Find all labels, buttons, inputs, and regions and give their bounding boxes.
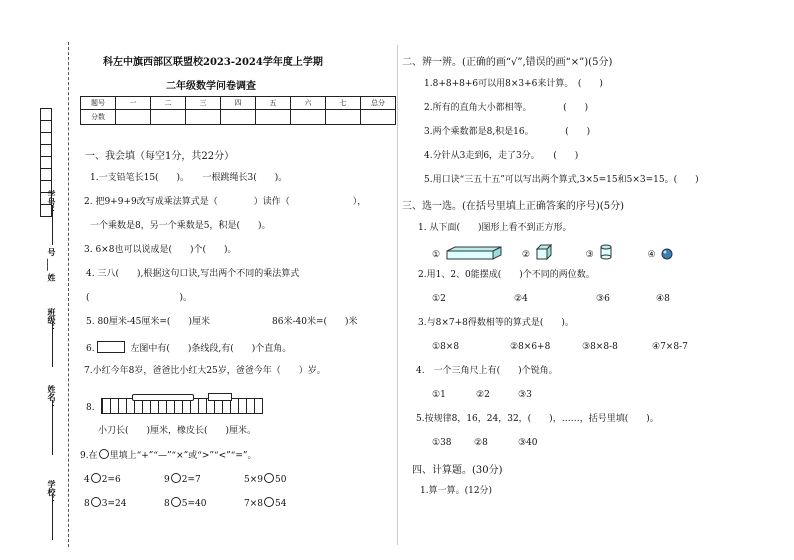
judge-item-5: 5.用口诀“三五十五”可以写出两个算式,3×5=15和5×3=15。( ) — [424, 175, 699, 185]
score-cell: 一 — [116, 97, 151, 110]
question-1-9 — [80, 449, 257, 462]
section2-title: 二、辨一辨。(正确的画“√”,错误的画“×”)(5分) — [402, 57, 613, 68]
q9-row-2 — [84, 497, 324, 510]
score-input[interactable] — [326, 110, 361, 125]
circle-blank-icon[interactable] — [91, 497, 101, 507]
choice-q3: 3.与8×7+8得数相等的算式是( )。 — [418, 318, 574, 328]
ruler-figure-icon — [101, 398, 263, 414]
option-label: ①38 — [432, 438, 452, 448]
judge-item-1: 1.8+8+8+6可以用8×3+6来计算。 ( ) — [424, 79, 603, 89]
score-cell: 七 — [326, 97, 361, 110]
score-input[interactable] — [151, 110, 186, 125]
name-seat-label: 号 ___ 姓 — [47, 248, 57, 282]
section1-title: 一、我会填（每空1分，共22分） — [85, 151, 235, 162]
score-cell: 总分 — [361, 97, 396, 110]
option-label: ②4 — [514, 294, 528, 304]
question-text: 里填上“+”“—”“×”或“>”“<”“=”。 — [109, 451, 257, 461]
judge-item-3: 3.两个乘数都是8,积是16。 ( ) — [424, 127, 591, 137]
choice-q1: 1. 从下面( )图形上看不到正方形。 — [418, 223, 572, 233]
option-label: ②2 — [476, 390, 490, 400]
knife-icon — [132, 394, 194, 401]
score-input[interactable] — [186, 110, 221, 125]
choice-q2-options — [432, 293, 670, 305]
choice-q3-options — [432, 341, 688, 353]
q9-item: 9 2=7 — [164, 475, 201, 485]
question-1-1: 1.一支铅笔长15( )。 一根跳绳长3( )。 — [90, 173, 288, 183]
score-input[interactable] — [256, 110, 291, 125]
choice-q5-options — [432, 437, 538, 449]
score-cell: 四 — [221, 97, 256, 110]
score-cell: 六 — [291, 97, 326, 110]
school-label: 学校： — [47, 480, 57, 504]
student-no-label: 学号： — [47, 190, 57, 214]
class-line[interactable] — [52, 322, 53, 367]
score-cell: 五 — [256, 97, 291, 110]
section3-title: 三、选一选。(在括号里填上正确答案的序号)(5分) — [402, 201, 624, 212]
q9-item: 8 5=40 — [164, 499, 207, 509]
score-input[interactable] — [361, 110, 396, 125]
question-1-6 — [86, 341, 291, 355]
option-label: ④8 — [656, 294, 670, 304]
choice-q1-options — [432, 244, 676, 261]
score-cell: 二 — [151, 97, 186, 110]
score-cell: 三 — [186, 97, 221, 110]
question-text: 9.在 — [80, 451, 98, 461]
score-cell: 题号 — [81, 97, 116, 110]
option-label: ③3 — [518, 390, 532, 400]
q9-item: 7×8 54 — [244, 499, 287, 509]
question-1-3: 3. 6×8也可以说成是( )个( )。 — [84, 245, 237, 255]
question-1-5a: 5. 80厘米-45厘米=( )厘米 — [86, 317, 210, 327]
question-1-8 — [86, 398, 263, 414]
school-header: 科左中旗西部区联盟校2023-2024学年度上学期 — [103, 57, 323, 68]
school-line[interactable] — [52, 495, 53, 540]
circle-blank-icon[interactable] — [171, 497, 181, 507]
choice-q2: 2.用1、2、0能摆成( )个不同的两位数。 — [418, 270, 595, 280]
question-1-2: 2. 把9+9+9改写成乘法算式是（ ）读作（ ）， — [84, 197, 367, 207]
option-label: ③6 — [596, 294, 610, 304]
judge-item-4: 4.分针从3走到6，走了3分。 ( ) — [424, 151, 579, 161]
rectangle-figure-icon — [97, 341, 125, 353]
question-1-4b: ( )。 — [86, 293, 193, 303]
score-input[interactable] — [291, 110, 326, 125]
circle-blank-icon[interactable] — [264, 473, 274, 483]
column-divider — [397, 45, 398, 545]
q9-item: 5×9 50 — [244, 475, 287, 485]
option-label: ①8×8 — [432, 342, 460, 352]
question-1-2b: 一个乘数是8，另一个乘数是5，积是( )。 — [90, 221, 271, 231]
cube-icon — [536, 244, 552, 260]
cuboid-icon — [446, 246, 502, 260]
circle-blank-icon[interactable] — [91, 473, 101, 483]
question-1-7: 7.小红今年8岁，爸爸比小红大25岁，爸爸今年（ ）岁。 — [84, 366, 326, 376]
option-label: ①2 — [432, 294, 446, 304]
question-text: 左图中有( )条线段,有( )个直角。 — [130, 344, 292, 354]
option-label: ②8 — [474, 438, 488, 448]
option-label: ④7×8-7 — [652, 342, 688, 352]
option-label: ②8×6+8 — [510, 342, 551, 352]
choice-q4-options — [432, 389, 532, 401]
eraser-icon — [208, 393, 232, 401]
cut-line — [68, 42, 69, 547]
circle-blank-icon — [99, 449, 109, 459]
score-cell: 分数 — [81, 110, 116, 125]
circle-blank-icon[interactable] — [264, 497, 274, 507]
question-number: 6. — [86, 344, 95, 354]
option-label: ③8×8-8 — [582, 342, 618, 352]
question-1-4: 4. 三八( ),根据这句口诀,写出两个不同的乘法算式 — [86, 269, 300, 279]
question-number: 8. — [86, 403, 95, 413]
option-label: ① — [432, 250, 441, 260]
option-label: ③40 — [518, 438, 538, 448]
page-title: 二年级数学问卷调查 — [166, 81, 256, 92]
option-label: ② — [521, 250, 530, 260]
score-table — [80, 96, 396, 125]
cylinder-icon — [600, 244, 612, 260]
option-label: ③ — [585, 250, 594, 260]
option-label: ①1 — [432, 390, 446, 400]
name-line[interactable] — [52, 400, 53, 455]
question-1-8b: 小刀长( )厘米，橡皮长( )厘米。 — [98, 426, 257, 436]
q9-row-1 — [84, 473, 324, 486]
q9-item: 8 3=24 — [84, 499, 127, 509]
option-label: ④ — [647, 250, 656, 260]
circle-blank-icon[interactable] — [171, 473, 181, 483]
name-label: 姓名： — [47, 385, 57, 409]
choice-q5: 5.按规律8，16，24，32，( )，……，括号里填( )。 — [416, 414, 659, 424]
judge-item-2: 2.所有的直角大小都相等。 ( ) — [424, 103, 589, 113]
student-no-line[interactable] — [52, 205, 53, 245]
sphere-icon — [661, 248, 673, 260]
class-label: 班级： — [47, 308, 57, 332]
score-input[interactable] — [221, 110, 256, 125]
q9-item: 4 2=6 — [84, 475, 121, 485]
section4-title: 四、计算题。(30分) — [412, 465, 503, 476]
score-input[interactable] — [116, 110, 151, 125]
question-1-5b: 86米-40米=( )米 — [272, 317, 358, 327]
calc-q1: 1.算一算。(12分) — [420, 486, 493, 496]
choice-q4: 4. 一个三角尺上有( )个锐角。 — [416, 366, 558, 376]
